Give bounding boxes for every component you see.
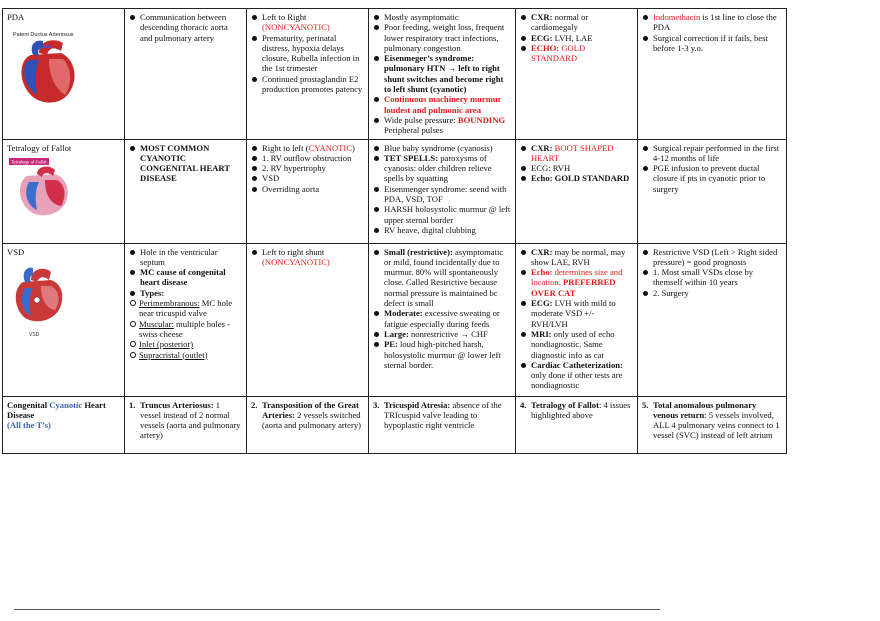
list-item: CXR: may be normal, may show LAE, RVH — [531, 247, 633, 268]
list-item: Surgical repair performed in the first 4-12 months of life — [653, 143, 782, 164]
list-item: ECHO: GOLD STANDARD — [531, 43, 633, 64]
list-item: Wide pulse pressure: BOUNDING Peripheral pulses — [384, 115, 511, 136]
cell-pda-symptoms — [369, 9, 516, 140]
list-item: Cardiac Catheterization: only done if other tests are nondiagnostic — [531, 360, 633, 391]
list-item: Restrictive VSD (Left > Right sided pressure) = good prognosis — [653, 247, 782, 268]
list-item: Large: nonrestrictive → CHF — [384, 329, 511, 339]
list-item: ECG: RVH — [531, 163, 633, 173]
list-item: 2. RV hypertrophy — [262, 163, 364, 173]
list-item: Left to right shunt (NONCYANOTIC) — [262, 247, 364, 268]
cell-pda-shunt — [247, 9, 369, 140]
list-item: RV heave, digital clubbing — [384, 225, 511, 235]
footer-rule — [14, 609, 660, 610]
list-item: Types: — [140, 288, 242, 298]
heart-illustration-vsd — [9, 260, 73, 340]
list-item: 2. Surgery — [653, 288, 782, 298]
list-item: Inlet (posterior) — [139, 339, 242, 349]
list-item: ECG: LVH with mild to moderate VSD +/- RVH/LVH — [531, 298, 633, 329]
list-item: Hole in the ventricular septum — [140, 247, 242, 268]
cell-pda-treatment — [638, 9, 787, 140]
cell-vsd-shunt — [247, 243, 369, 396]
cell-vsd-name — [3, 243, 125, 396]
list-item: PE: loud high-pitched harsh, holosystolic murmur @ lower left sternal border. — [384, 339, 511, 370]
list-item: Poor feeding, weight loss, frequent lower respiratory tract infections, pulmonary congestion — [384, 22, 511, 53]
figure-label: Tetralogy of Fallot — [11, 159, 47, 165]
cell-cyanotic-label: Congenital Cyanotic Heart Disease (All the T’s) — [3, 396, 125, 453]
list-item: Mostly asymptomatic — [384, 12, 511, 22]
row-vsd — [3, 243, 787, 396]
cell-vsd-symptoms — [369, 243, 516, 396]
list-item: Left to Right (NONCYANOTIC) — [262, 12, 364, 33]
list-item: Eisenmenger syndrome: seend with PDA, VSD, TOF — [384, 184, 511, 205]
cell-cyanotic-4: 4. Tetralogy of Fallot: 4 issues highlighted above — [516, 396, 638, 453]
cell-pda-desc — [125, 9, 247, 140]
cell-pda-name — [3, 9, 125, 140]
list-item: Surgical correction if it fails, best before 1-3 y.o. — [653, 33, 782, 54]
list-item: PGE infusion to prevent ductal closure if pts in cyanotic prior to surgery — [653, 163, 782, 194]
list-item: Overriding aorta — [262, 184, 364, 194]
list-item: MRI: only used of echo nondiagnostic. Same diagnostic info as cat — [531, 329, 633, 360]
list-item: Indomethacin is 1st line to close the PDA — [653, 12, 782, 33]
cell-cyanotic-1: 1. Truncus Arteriosus: 1 vessel instead of 2 normal vessels (aorta and pulmonary artery) — [125, 396, 247, 453]
list-item: CXR: normal or cardiomegaly — [531, 12, 633, 33]
cell-vsd-diagnosis — [516, 243, 638, 396]
list-item: 1. RV outflow obstruction — [262, 153, 364, 163]
cell-tof-treatment — [638, 139, 787, 243]
heart-illustration-pda — [9, 25, 89, 111]
cell-tof-name — [3, 139, 125, 243]
list-item: Blue baby syndrome (cyanosis) — [384, 143, 511, 153]
cell-tof-symptoms — [369, 139, 516, 243]
list-item: CXR: BOOT SHAPED HEART — [531, 143, 633, 164]
list-item: VSD — [262, 173, 364, 183]
row-pda — [3, 9, 787, 140]
list-item: ECG: LVH, LAE — [531, 33, 633, 43]
list-item: Moderate: excessive sweating or fatigue especially during feeds — [384, 308, 511, 329]
cell-vsd-treatment — [638, 243, 787, 396]
list-item: MOST COMMON CYANOTIC CONGENITAL HEART DISEASE — [140, 143, 242, 184]
cell-pda-diagnosis — [516, 9, 638, 140]
list-item: Right to left (CYANOTIC) — [262, 143, 364, 153]
list-item: Prematurity, perinatal distress, hypoxia delays closure, Rubella infection in the 1st trimester — [262, 33, 364, 74]
figure-label: Patent Ductus Arteriosus — [13, 32, 74, 39]
list-item: Perimembranous: MC hole near tricuspid valve — [139, 298, 242, 319]
list-item: Continuous machinery murmur loudest and pulmonic area — [384, 94, 511, 115]
list-item: TET SPELLS: paroxysms of cyanosis: older children relieve spells by squatting — [384, 153, 511, 184]
row-cyanotic — [3, 396, 787, 453]
condition-name: PDA — [7, 12, 25, 22]
list-item: Eisenmeger’s syndrome: pulmonary HTN → left to right shunt switches and become right to left shunt (cyanotic) — [384, 53, 511, 94]
list-item: Echo: GOLD STANDARD — [531, 173, 633, 183]
cell-tof-anatomy — [247, 139, 369, 243]
list-item: HARSH holosystolic murmur @ left upper sternal border — [384, 204, 511, 225]
list-item: MC cause of congenital heart disease — [140, 267, 242, 288]
list-item: Small (restrictive): asymptomatic or mild, found incidentally due to murmur. 80% will spontaneously close. Called Restrictive because normal pressure is maintained bc defect is small — [384, 247, 511, 309]
congenital-heart-table — [2, 8, 787, 454]
cell-tof-desc — [125, 139, 247, 243]
cell-cyanotic-5: 5. Total anomalous pulmonary venous return: 5 vessels involved, ALL 4 pulmonary veins connect to 1 vessel (SVC) instead of left atrium — [638, 396, 787, 453]
condition-name: VSD — [7, 246, 25, 257]
list-item: Echo: determines size and location. PREFERRED OVER CAT — [531, 267, 633, 298]
row-tof — [3, 139, 787, 243]
cell-cyanotic-3: 3. Tricuspid Atresia: absence of the TRIcuspid valve leading to hypoplastic right ventricle — [369, 396, 516, 453]
heart-illustration-tof — [9, 156, 77, 220]
list-item: Communication between descending thoracic aorta and pulmonary artery — [140, 12, 242, 43]
list-item: Supracristal (outlet) — [139, 350, 242, 360]
list-item: 1. Most small VSDs close by themself within 10 years — [653, 267, 782, 288]
list-item: Muscular: multiple holes - swiss cheese — [139, 319, 242, 340]
cell-vsd-desc — [125, 243, 247, 396]
cell-tof-diagnosis — [516, 139, 638, 243]
list-item: Continued prostaglandin E2 production promotes patency — [262, 73, 363, 95]
condition-name: Tetralogy of Fallot — [7, 142, 72, 153]
cell-cyanotic-2: 2. Transposition of the Great Arteries: 2 vessels switched (aorta and pulmonary artery) — [247, 396, 369, 453]
figure-label: VSD — [29, 331, 40, 338]
